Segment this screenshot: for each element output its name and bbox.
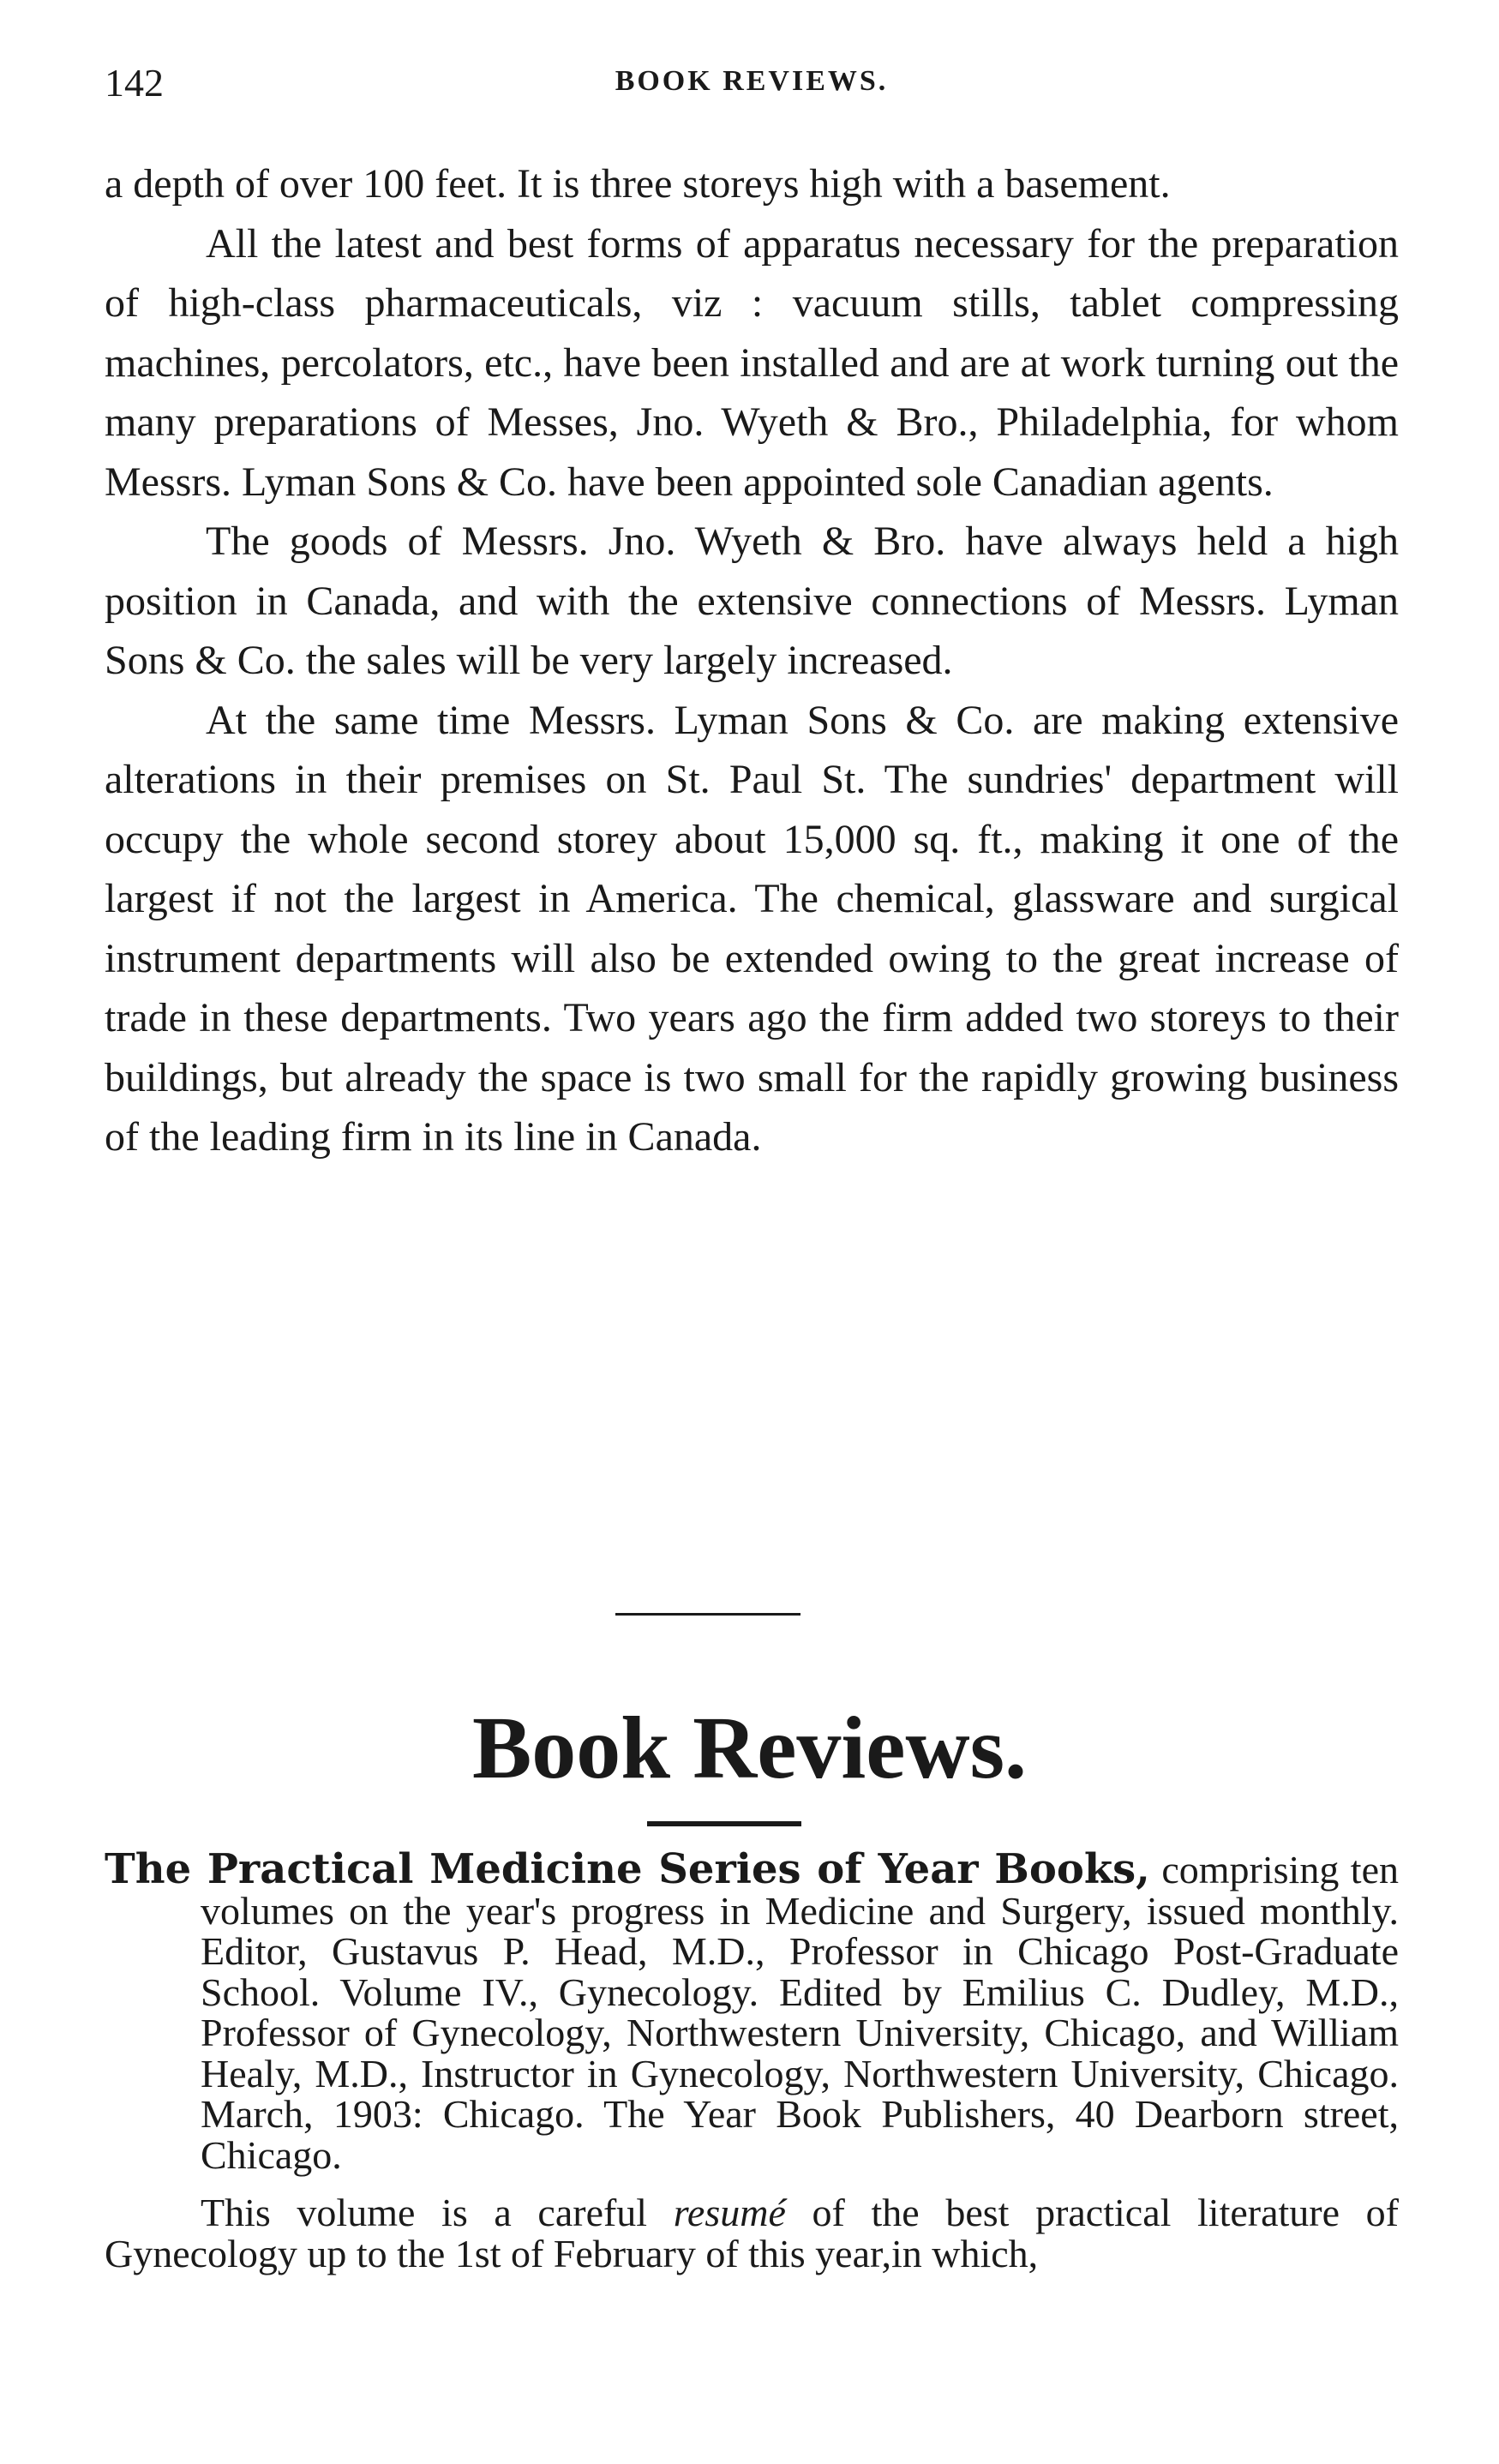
running-title: BOOK REVIEWS. (615, 65, 889, 97)
paragraph-alterations: At the same time Messrs. Lyman Sons & Co. are making extensive alterations in their premises on St. Paul St. The sundries' department will occupy the whole second storey about 15,000 sq. ft., making it one of the largest if not the largest in America. The chemical, glassware and surgical instrument departments will also be extended owing to the great increase of trade in these departments. Two years ago the firm added two storeys to their buildings, but already the space is two small for the rapidly growing business of the leading firm in its line in Canada. (105, 697, 1399, 1160)
review-citation-details: comprising ten volumes on the year's progress in Medicine and Surgery, issued monthly. Editor, Gustavus P. Head, M.D., Professor in Chicago Post-Graduate School. Volume IV., Gynecology. Edited by Emilius C. Dudley, M.D., Professor of Gynecology, Northwestern University, Chicago, and William Healy, M.D., Instructor in Gynecology, Northwestern University, Chicago. March, 1903: Chicago. The Year Book Publishers, 40 Dearborn street, Chicago. (201, 1848, 1400, 2177)
page-number: 142 (105, 61, 164, 105)
article-text (105, 154, 1399, 1167)
paragraph-apparatus: All the latest and best forms of apparatus necessary for the preparation of high-class pharmaceuticals, viz : vacuum stills, tablet compressing machines, percolators, etc., have been installed and are at work turning out the many preparations of Messes, Jno. Wyeth & Bro., Philadelphia, for whom Messrs. Lyman Sons & Co. have been appointed sole Canadian agents. (105, 220, 1399, 505)
review-comment-start: This volume is a careful (201, 2191, 648, 2234)
review-comment (105, 2192, 1399, 2274)
paragraph-wyeth-goods: The goods of Messrs. Jno. Wyeth & Bro. have always held a high position in Canada, and with the extensive connections of Messrs. Lyman Sons & Co. the sales will be very largely increased. (105, 519, 1399, 683)
heading-underline (647, 1821, 801, 1826)
section-divider (615, 1613, 800, 1616)
running-header (105, 60, 1399, 103)
book-review (105, 1845, 1400, 2275)
review-citation (105, 1845, 1400, 2177)
review-book-title: The Practical Medicine Series of Year Books, (105, 1845, 1150, 1893)
section-heading: Book Reviews. (471, 1699, 1028, 1797)
paragraph-continued: a depth of over 100 feet. It is three storeys high with a basement. (105, 161, 1171, 207)
review-comment-italic: resumé (673, 2191, 786, 2234)
review-comment-end: of the best practical literature of Gynecology up to the 1st of February of this year,in which, (105, 2191, 1399, 2275)
